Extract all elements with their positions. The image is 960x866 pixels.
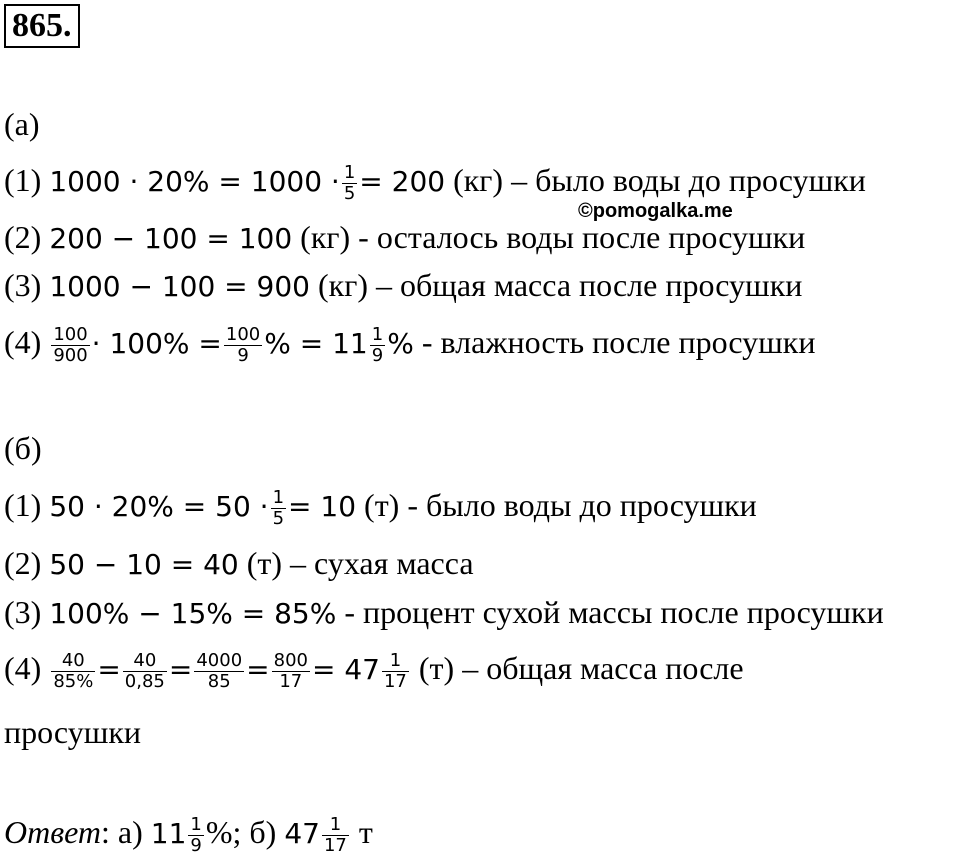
- math-expression: 100% − 15% = 85%: [49, 597, 337, 630]
- math-expression: 200 − 100 = 100: [49, 222, 293, 255]
- line-number: (4): [4, 324, 42, 360]
- fraction: $\frac{100}{900}$: [53, 324, 88, 367]
- line-text: (т) – общая масса после: [418, 650, 744, 686]
- fraction: $\frac{1}{5}$: [272, 487, 285, 530]
- answer-a-whole: 11: [150, 817, 187, 850]
- line-number: (3): [4, 594, 42, 630]
- math-expression: 50 − 10 = 40: [49, 548, 239, 581]
- answer-colon: :: [101, 814, 110, 850]
- line-text: (т) – сухая масса: [246, 545, 474, 581]
- line-number: (3): [4, 267, 42, 303]
- part-b-line-4: [4, 648, 744, 692]
- fraction: $\frac{40}{85\%}$: [53, 650, 94, 693]
- answer-line: [4, 812, 373, 856]
- part-a-line-3: [4, 265, 802, 307]
- math-expression: = 200: [359, 165, 446, 198]
- fraction: $\frac{1}{17}$: [383, 650, 407, 693]
- line-number: (2): [4, 219, 42, 255]
- part-a-line-4: [4, 322, 815, 366]
- line-number: (1): [4, 487, 42, 523]
- math-expression: 50 · 20% = 50 ·: [49, 490, 269, 523]
- line-text: (т) - было воды до просушки: [364, 487, 757, 523]
- line-text: - процент сухой массы после просушки: [344, 594, 884, 630]
- problem-number: 865.: [4, 4, 80, 48]
- part-b-line-3: [4, 592, 884, 634]
- fraction: $\frac{1}{17}$: [323, 814, 347, 857]
- fraction: $\frac{4000}{85}$: [196, 650, 243, 693]
- math-expression: 1000 · 20% = 1000 ·: [49, 165, 340, 198]
- line-number: (1): [4, 162, 42, 198]
- math-expression: = 10: [288, 490, 357, 523]
- math-expression: = 47: [311, 653, 380, 686]
- line-text: - влажность после просушки: [421, 324, 816, 360]
- math-expression: 1000 − 100 = 900: [49, 270, 310, 303]
- fraction: $\frac{800}{17}$: [273, 650, 308, 693]
- line-number: (4): [4, 650, 42, 686]
- answer-b-unit: т: [358, 814, 373, 850]
- part-b-line-5: просушки: [4, 714, 142, 750]
- line-text: (кг) – общая масса после просушки: [317, 267, 803, 303]
- part-b-label: (б): [4, 430, 42, 466]
- part-a-label: (а): [4, 106, 40, 142]
- answer-label: Ответ: [4, 814, 101, 850]
- fraction: $\frac{1}{5}$: [343, 162, 356, 205]
- fraction: $\frac{40}{0,85}$: [124, 650, 165, 693]
- math-expression: =: [168, 653, 193, 686]
- watermark: ©pomogalka.me: [578, 200, 733, 222]
- fraction: $\frac{1}{9}$: [371, 324, 384, 367]
- math-expression: % = 11: [264, 327, 368, 360]
- part-a-line-2: [4, 217, 805, 259]
- part-a-line-1: [4, 160, 866, 204]
- line-text: (кг) - осталось воды после просушки: [300, 219, 806, 255]
- part-b-line-1: [4, 485, 757, 529]
- answer-b-whole: 47: [284, 817, 320, 850]
- line-text: (кг) – было воды до просушки: [453, 162, 866, 198]
- math-expression: %: [387, 327, 414, 360]
- part-b-line-2: [4, 543, 474, 585]
- answer-a-tail: %; б): [205, 814, 277, 850]
- fraction: $\frac{1}{9}$: [190, 814, 202, 857]
- fraction: $\frac{100}{9}$: [225, 324, 261, 367]
- answer-a-label: а): [117, 814, 143, 850]
- math-expression: =: [246, 653, 270, 686]
- math-expression: · 100% =: [91, 327, 222, 360]
- math-expression: =: [97, 653, 121, 686]
- line-number: (2): [4, 545, 42, 581]
